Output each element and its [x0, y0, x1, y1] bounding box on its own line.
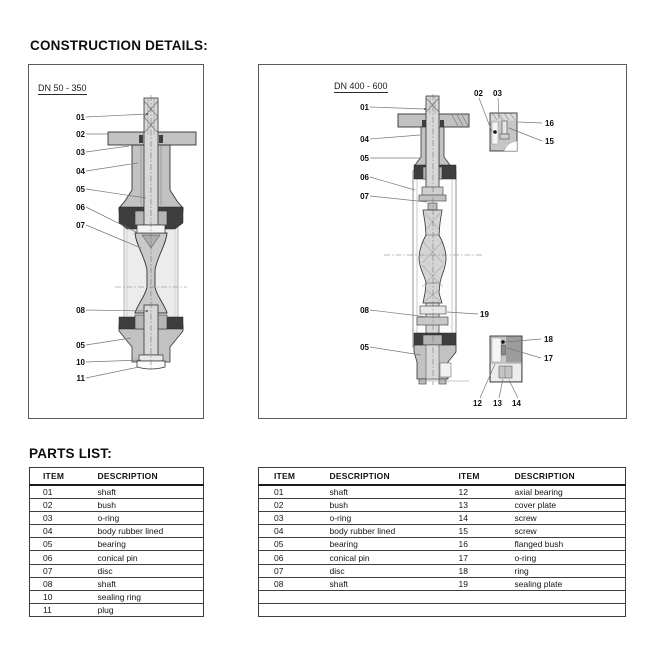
callout-15: 15: [545, 137, 554, 146]
table-cell: 02: [30, 499, 98, 512]
table-cell: 12: [459, 485, 515, 499]
col-header-item-2: ITEM: [459, 468, 515, 486]
table-cell: shaft: [98, 577, 204, 590]
callout-04: 04: [360, 135, 369, 144]
col-header-item: ITEM: [30, 468, 98, 486]
table-cell: 10: [30, 590, 98, 603]
cover-plate: [499, 366, 512, 378]
table-row: [30, 499, 204, 512]
o-ring-dot: [493, 130, 497, 134]
table-cell: 07: [30, 564, 98, 577]
callout-07: 07: [360, 192, 369, 201]
col-header-description-2: DESCRIPTION: [515, 468, 626, 486]
table-cell: 02: [259, 499, 330, 512]
construction-details-title: CONSTRUCTION DETAILS:: [30, 38, 208, 53]
table-cell: 11: [30, 603, 98, 616]
screw: [502, 345, 506, 355]
table-cell: bearing: [98, 538, 204, 551]
o-ring-right: [159, 135, 163, 143]
table-row: [259, 512, 626, 525]
table-cell: 17: [459, 551, 515, 564]
screw: [502, 121, 507, 134]
callout-14: 14: [512, 399, 521, 408]
table-row: [30, 590, 204, 603]
table-cell: o-ring: [98, 512, 204, 525]
table-cell: 15: [459, 525, 515, 538]
table-cell: [330, 603, 459, 616]
col-header-item: ITEM: [259, 468, 330, 486]
table-cell: 08: [259, 577, 330, 590]
table-cell: [459, 603, 515, 616]
callout-12: 12: [473, 399, 482, 408]
table-row: [259, 499, 626, 512]
table-cell: [259, 603, 330, 616]
detail-box-top: [490, 113, 517, 151]
table-cell: bearing: [330, 538, 459, 551]
table-row: [30, 564, 204, 577]
table-cell: 14: [459, 512, 515, 525]
o-ring-left: [139, 135, 143, 143]
table-cell: plug: [98, 603, 204, 616]
table-row: [259, 577, 626, 590]
callout-08: 08: [76, 306, 85, 315]
table-cell: 03: [259, 512, 330, 525]
table-cell: 01: [30, 485, 98, 499]
table-cell: [259, 590, 330, 603]
table-cell: bush: [330, 499, 459, 512]
table-row: [259, 538, 626, 551]
callout-06: 06: [360, 173, 369, 182]
callout-02: 02: [76, 130, 85, 139]
callout-05: 05: [360, 154, 369, 163]
table-cell: shaft: [330, 485, 459, 499]
table-cell: 08: [30, 577, 98, 590]
callout-10: 10: [76, 358, 85, 367]
axial-band: [417, 317, 448, 325]
ring-dot: [501, 340, 505, 344]
table-cell: disc: [330, 564, 459, 577]
table-cell: conical pin: [98, 551, 204, 564]
callout-08: 08: [360, 306, 369, 315]
col-header-description: DESCRIPTION: [98, 468, 204, 486]
callout-03: 03: [493, 89, 502, 98]
callout-02: 02: [474, 89, 483, 98]
table-row: [30, 538, 204, 551]
table-cell: 01: [259, 485, 330, 499]
callout-13: 13: [493, 399, 502, 408]
callout-01: 01: [360, 103, 369, 112]
table-row: [259, 564, 626, 577]
callout-07: 07: [76, 221, 85, 230]
dn-range-label: DN 50 - 350: [38, 83, 87, 93]
callout-05: 05: [76, 185, 85, 194]
table-row: [30, 603, 204, 616]
table-header-row: [30, 468, 204, 486]
col-header-description: DESCRIPTION: [330, 468, 459, 486]
table-cell: cover plate: [515, 499, 626, 512]
table-header-row: [259, 468, 626, 486]
table-cell: sealing ring: [98, 590, 204, 603]
valve-drawing-left: [29, 65, 203, 418]
table-cell: screw: [515, 512, 626, 525]
table-cell: conical pin: [330, 551, 459, 564]
table-cell: [330, 590, 459, 603]
callout-05b: 05: [360, 343, 369, 352]
table-cell: 04: [259, 525, 330, 538]
table-cell: axial bearing: [515, 485, 626, 499]
table-cell: ring: [515, 564, 626, 577]
callout-19: 19: [480, 310, 489, 319]
dn-range-label: DN 400 - 600: [334, 81, 388, 91]
table-cell: body rubber lined: [98, 525, 204, 538]
table-cell: 04: [30, 525, 98, 538]
diagram-box-dn50-350: [28, 64, 204, 419]
table-row: [30, 551, 204, 564]
callout-03: 03: [76, 148, 85, 157]
table-row: [259, 485, 626, 499]
callout-04: 04: [76, 167, 85, 176]
table-cell: shaft: [330, 577, 459, 590]
callout-01: 01: [76, 113, 85, 122]
table-row: [259, 525, 626, 538]
table-cell: screw: [515, 525, 626, 538]
callout-17: 17: [544, 354, 553, 363]
table-cell: 05: [259, 538, 330, 551]
parts-list-title: PARTS LIST:: [29, 446, 112, 461]
table-cell: 05: [30, 538, 98, 551]
table-cell: flanged bush: [515, 538, 626, 551]
table-cell: 13: [459, 499, 515, 512]
detail-box-bottom: [490, 336, 522, 382]
table-row: [259, 590, 626, 603]
table-cell: shaft: [98, 485, 204, 499]
callout-11: 11: [76, 374, 85, 383]
table-cell: 06: [30, 551, 98, 564]
table-cell: 03: [30, 512, 98, 525]
table-cell: 18: [459, 564, 515, 577]
table-row: [30, 485, 204, 499]
table-row: [30, 525, 204, 538]
table-cell: disc: [98, 564, 204, 577]
table-cell: [515, 603, 626, 616]
pin: [428, 203, 437, 210]
table-cell: 16: [459, 538, 515, 551]
table-cell: sealing plate: [515, 577, 626, 590]
table-cell: [515, 590, 626, 603]
parts-table-right: [258, 467, 626, 617]
table-row: [259, 603, 626, 616]
table-cell: bush: [98, 499, 204, 512]
table-cell: 07: [259, 564, 330, 577]
o-ring-left: [422, 120, 426, 127]
callout-16: 16: [545, 119, 554, 128]
callout-05b: 05: [76, 341, 85, 350]
table-cell: o-ring: [515, 551, 626, 564]
valve-drawing-right: [259, 65, 626, 418]
table-cell: o-ring: [330, 512, 459, 525]
table-row: [30, 577, 204, 590]
callout-06: 06: [76, 203, 85, 212]
table-row: [30, 512, 204, 525]
table-cell: [459, 590, 515, 603]
parts-table-left: [29, 467, 204, 617]
table-cell: 06: [259, 551, 330, 564]
diagram-box-dn400-600: [258, 64, 627, 419]
o-ring-right: [440, 120, 444, 127]
table-cell: 19: [459, 577, 515, 590]
callout-18: 18: [544, 335, 553, 344]
table-cell: body rubber lined: [330, 525, 459, 538]
table-row: [259, 551, 626, 564]
